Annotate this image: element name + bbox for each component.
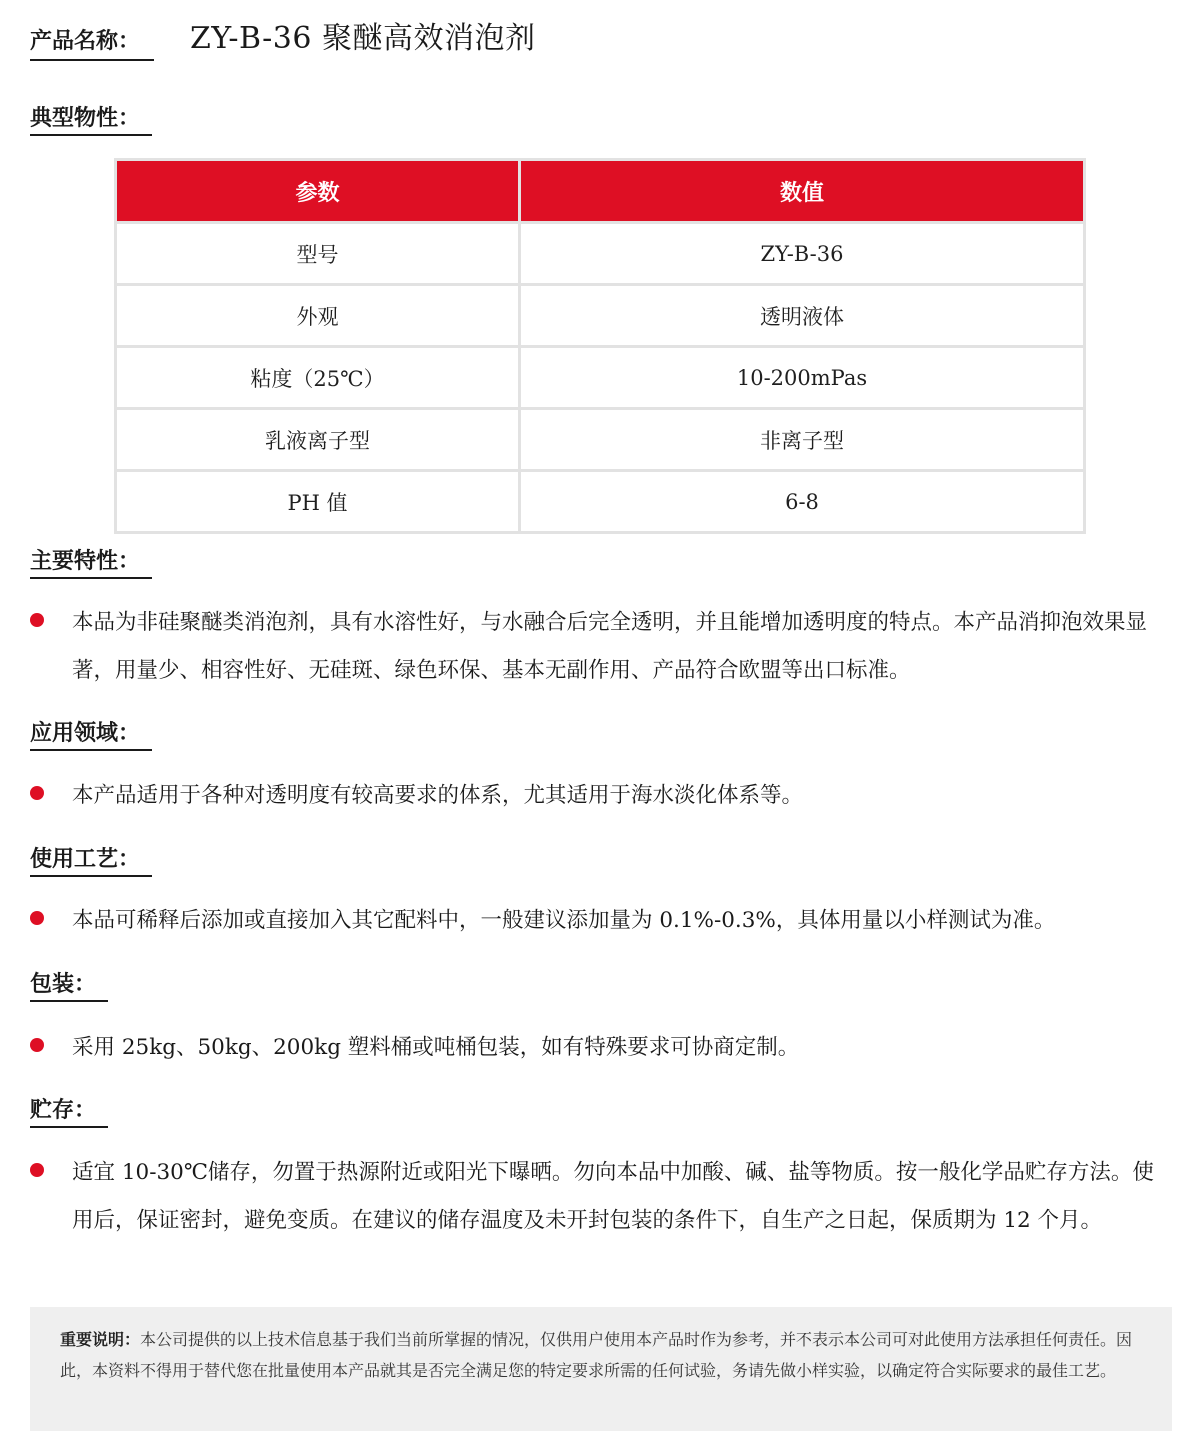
properties-table: [114, 158, 1086, 534]
storage-bullet: [30, 1149, 1175, 1245]
table-cell-value: 非离子型: [520, 409, 1085, 471]
product-name: ZY-B-36 聚醚高效消泡剂: [190, 21, 536, 56]
table-cell-value: 10-200mPas: [520, 347, 1085, 409]
section-title-application: 应用领域：: [30, 719, 152, 751]
product-header: [30, 22, 535, 61]
important-notice: [30, 1307, 1172, 1431]
table-row: [116, 409, 1085, 471]
features-bullet: [30, 599, 1175, 695]
table-cell-param: PH 值: [116, 471, 520, 533]
features-text: 本品为非硅聚醚类消泡剂，具有水溶性好，与水融合后完全透明，并且能增加透明度的特点。本产品消抑泡效果显著，用量少、相容性好、无硅斑、绿色环保、基本无副作用、产品符合欧盟等出口标准。: [72, 610, 1148, 683]
bullet-dot-icon: [30, 786, 44, 800]
bullet-dot-icon: [30, 1163, 44, 1177]
usage-bullet: [30, 897, 1175, 945]
notice-label: 重要说明：: [60, 1330, 141, 1349]
table-row: [116, 471, 1085, 533]
section-title-typical-properties: 典型物性：: [30, 104, 152, 136]
section-title-features: 主要特性：: [30, 547, 152, 579]
table-header-param: 参数: [116, 160, 520, 223]
usage-text: 本品可稀释后添加或直接加入其它配料中，一般建议添加量为 0.1%-0.3%，具体用量以小样测试为准。: [72, 908, 1056, 933]
table-row: [116, 285, 1085, 347]
table-row: [116, 223, 1085, 285]
application-bullet: [30, 772, 1175, 820]
product-name-label: 产品名称：: [30, 25, 154, 61]
table-row: [116, 347, 1085, 409]
section-title-packaging: 包装：: [30, 970, 108, 1002]
table-header-row: [116, 160, 1085, 223]
bullet-dot-icon: [30, 911, 44, 925]
table-cell-value: ZY-B-36: [520, 223, 1085, 285]
bullet-dot-icon: [30, 613, 44, 627]
table-header-value: 数值: [520, 160, 1085, 223]
table-cell-param: 乳液离子型: [116, 409, 520, 471]
section-title-storage: 贮存：: [30, 1096, 108, 1128]
table-cell-param: 外观: [116, 285, 520, 347]
table-cell-value: 透明液体: [520, 285, 1085, 347]
table-cell-param: 粘度（25℃）: [116, 347, 520, 409]
packaging-text: 采用 25kg、50kg、200kg 塑料桶或吨桶包装，如有特殊要求可协商定制。: [72, 1035, 800, 1060]
storage-text: 适宜 10-30℃储存，勿置于热源附近或阳光下曝晒。勿向本品中加酸、碱、盐等物质。按一般化学品贮存方法。使用后，保证密封，避免变质。在建议的储存温度及未开封包装的条件下，自生产之日起，保质期为 12 个月。: [72, 1160, 1154, 1233]
table-cell-param: 型号: [116, 223, 520, 285]
table-cell-value: 6-8: [520, 471, 1085, 533]
packaging-bullet: [30, 1024, 1175, 1072]
notice-text: 本公司提供的以上技术信息基于我们当前所掌握的情况，仅供用户使用本产品时作为参考，并不表示本公司可对此使用方法承担任何责任。因此，本资料不得用于替代您在批量使用本产品就其是否完全满足您的特定要求所需的任何试验，务请先做小样实验，以确定符合实际要求的最佳工艺。: [60, 1330, 1133, 1380]
application-text: 本产品适用于各种对透明度有较高要求的体系，尤其适用于海水淡化体系等。: [72, 783, 804, 808]
bullet-dot-icon: [30, 1038, 44, 1052]
section-title-usage: 使用工艺：: [30, 845, 152, 877]
